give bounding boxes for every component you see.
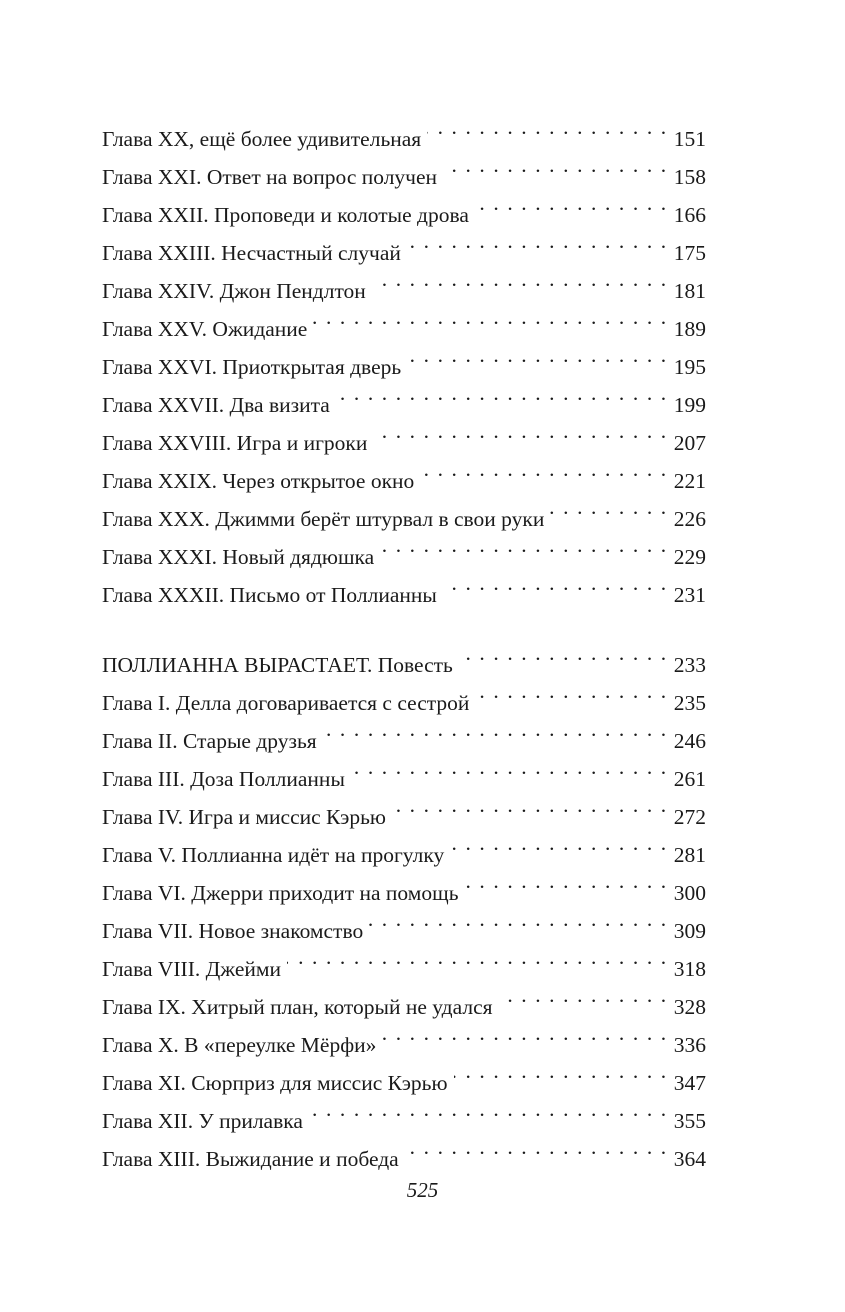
dot-leader bbox=[405, 1128, 668, 1166]
toc-entry-page: 231 bbox=[673, 583, 706, 607]
dot-leader bbox=[475, 672, 667, 710]
toc-part-heading bbox=[102, 634, 706, 677]
toc-entry-title: Глава V. Поллианна идёт на прогулку bbox=[102, 843, 445, 867]
dot-leader bbox=[407, 222, 668, 260]
toc-entry-title: Глава III. Доза Поллианны bbox=[102, 767, 345, 791]
dot-leader bbox=[380, 526, 668, 564]
toc-entry-page: 233 bbox=[673, 653, 706, 677]
toc-entry-page: 355 bbox=[673, 1109, 706, 1133]
toc-entry-page: 226 bbox=[673, 507, 706, 531]
toc-entry-title: Глава VII. Новое знакомство bbox=[102, 919, 364, 943]
toc-entry-title: Глава XXVIII. Игра и игроки bbox=[102, 431, 368, 455]
toc-entry-page: 309 bbox=[673, 919, 706, 943]
dot-leader bbox=[443, 146, 668, 184]
toc-entry-page: 151 bbox=[673, 127, 706, 151]
dot-leader bbox=[407, 336, 668, 374]
dot-leader bbox=[427, 108, 668, 146]
toc-entry-title: Глава X. В «переулке Мёрфи» bbox=[102, 1033, 377, 1057]
dot-leader bbox=[459, 634, 668, 672]
toc-entry-title: Глава XII. У прилавка bbox=[102, 1109, 303, 1133]
toc-section-2 bbox=[102, 634, 706, 1171]
toc-entry-title: Глава XXVI. Приоткрытая дверь bbox=[102, 355, 402, 379]
toc-entry-page: 347 bbox=[673, 1071, 706, 1095]
dot-leader bbox=[450, 824, 668, 862]
toc-entry-title: Глава XI. Сюрприз для миссис Кэрью bbox=[102, 1071, 448, 1095]
dot-leader bbox=[392, 786, 668, 824]
toc-entry-page: 158 bbox=[673, 165, 706, 189]
dot-leader bbox=[351, 748, 668, 786]
toc-entry-title: Глава I. Делла договаривается с сестрой bbox=[102, 691, 470, 715]
toc-entry-page: 189 bbox=[673, 317, 706, 341]
toc-entry-page: 246 bbox=[673, 729, 706, 753]
toc-entry-title: Глава XXIV. Джон Пендлтон bbox=[102, 279, 366, 303]
toc-entry-title: Глава XX, ещё более удивительная bbox=[102, 127, 422, 151]
toc-entry-page: 175 bbox=[673, 241, 706, 265]
toc-entry-title: Глава XXXII. Письмо от Поллианны bbox=[102, 583, 437, 607]
toc-entry-title: Глава XXXI. Новый дядюшка bbox=[102, 545, 375, 569]
toc-entry bbox=[102, 108, 706, 151]
toc-entry-page: 272 bbox=[673, 805, 706, 829]
toc-entry-page: 221 bbox=[673, 469, 706, 493]
dot-leader bbox=[336, 374, 668, 412]
toc-section-1 bbox=[102, 108, 706, 607]
toc-entry-title: Глава XXI. Ответ на вопрос получен bbox=[102, 165, 438, 189]
dot-leader bbox=[309, 1090, 668, 1128]
dot-leader bbox=[475, 184, 668, 222]
dot-leader bbox=[499, 976, 668, 1014]
toc-entry-title: Глава XXX. Джимми берёт штурвал в свои руки bbox=[102, 507, 545, 531]
toc-entry-page: 328 bbox=[673, 995, 706, 1019]
toc-entry-page: 364 bbox=[673, 1147, 706, 1171]
dot-leader bbox=[443, 564, 668, 602]
toc-entry-title: Глава XIII. Выжидание и победа bbox=[102, 1147, 399, 1171]
toc-entry-page: 235 bbox=[673, 691, 706, 715]
toc-entry-page: 336 bbox=[673, 1033, 706, 1057]
toc-entry-page: 199 bbox=[673, 393, 706, 417]
toc-entry-title: Глава II. Старые друзья bbox=[102, 729, 317, 753]
toc-entry-title: Глава IV. Игра и миссис Кэрью bbox=[102, 805, 386, 829]
toc-entry-page: 195 bbox=[673, 355, 706, 379]
dot-leader bbox=[323, 710, 668, 748]
toc-entry-page: 300 bbox=[673, 881, 706, 905]
toc-entry-page: 166 bbox=[673, 203, 706, 227]
toc-entry-title: ПОЛЛИАННА ВЫРАСТАЕТ. Повесть bbox=[102, 653, 453, 677]
toc-entry-page: 281 bbox=[673, 843, 706, 867]
dot-leader bbox=[465, 862, 668, 900]
toc-entry-page: 229 bbox=[673, 545, 706, 569]
toc-entry-page: 318 bbox=[673, 957, 706, 981]
toc-entry-page: 261 bbox=[673, 767, 706, 791]
dot-leader bbox=[372, 260, 668, 298]
dot-leader bbox=[287, 938, 668, 976]
toc-entry-title: Глава XXIII. Несчастный случай bbox=[102, 241, 401, 265]
toc-entry-page: 207 bbox=[673, 431, 706, 455]
toc-entry-title: Глава XXII. Проповеди и колотые дрова bbox=[102, 203, 469, 227]
dot-leader bbox=[550, 488, 667, 526]
page-number: 525 bbox=[406, 1178, 439, 1202]
dot-leader bbox=[454, 1052, 668, 1090]
dot-leader bbox=[373, 412, 667, 450]
toc-entry-page: 181 bbox=[673, 279, 706, 303]
toc-entry-title: Глава XXVII. Два визита bbox=[102, 393, 330, 417]
toc-entry-title: Глава VIII. Джейми bbox=[102, 957, 282, 981]
dot-leader bbox=[420, 450, 667, 488]
dot-leader bbox=[313, 298, 667, 336]
toc-entry-title: Глава XXIX. Через открытое окно bbox=[102, 469, 415, 493]
dot-leader bbox=[369, 900, 668, 938]
dot-leader bbox=[382, 1014, 667, 1052]
toc-entry-title: Глава IX. Хитрый план, который не удался bbox=[102, 995, 493, 1019]
toc-entry-title: Глава XXV. Ожидание bbox=[102, 317, 308, 341]
toc-entry-title: Глава VI. Джерри приходит на помощь bbox=[102, 881, 459, 905]
